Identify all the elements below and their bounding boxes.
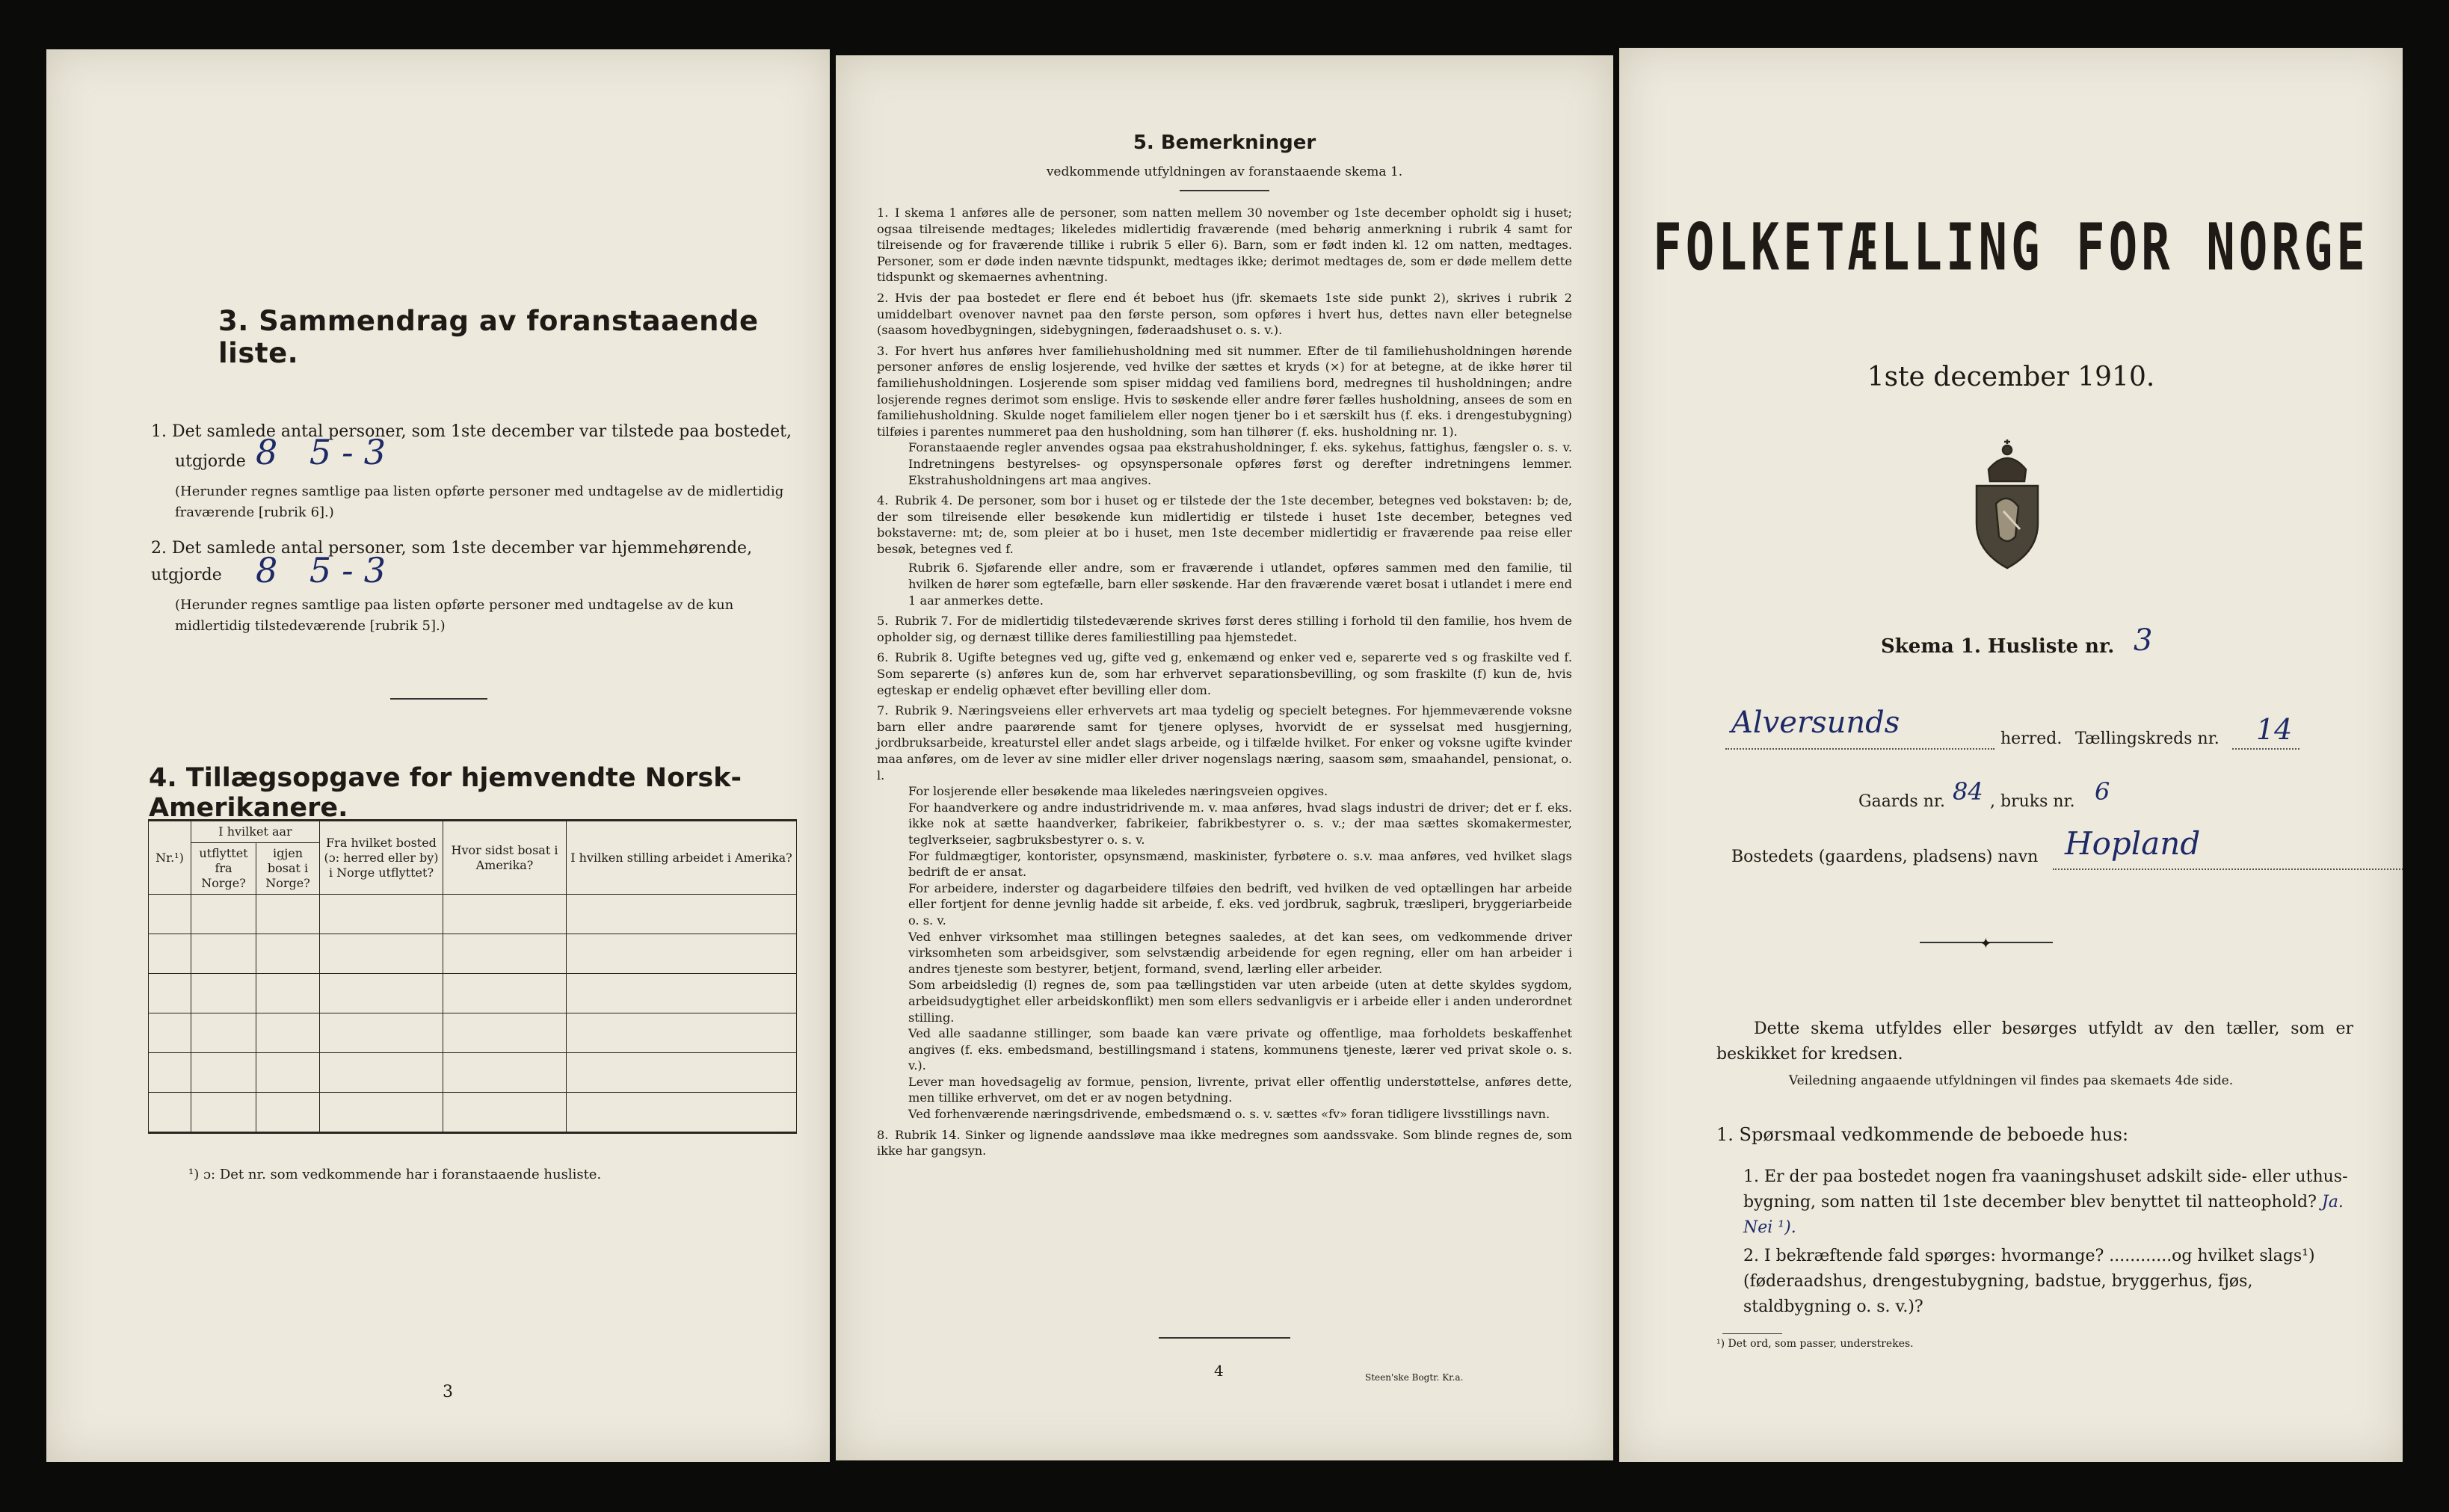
th-i-hvilket-aar: I hvilket aar <box>191 821 320 843</box>
bruks-label: , bruks nr. <box>1990 792 2075 811</box>
kreds-value: 14 <box>2256 713 2293 746</box>
remark-item: For fuldmægtiger, kontorister, opsynsmænd, maskinister, fyrbøtere o. s.v. maa anføres, ved hvilket slags bedrift de er ansat. <box>908 848 1572 880</box>
th-stilling: I hvilken stilling arbeidet i Amerika? <box>567 821 797 895</box>
q1-1-answer: Ja. Nei ¹). <box>1743 1193 2344 1237</box>
dotted-line <box>2232 748 2299 750</box>
remark-item: 4. Rubrik 4. De personer, som bor i huset og er tilstede der the 1ste december, betegnes ved bokstaven: b; de, der som tilreisende eller besøkende kun midlertidig er tilstede i huset 1ste december, betegnes ved bokstaverne: mt; de, som pleier at bo i huset, men 1ste december midlertidig er fraværende paa reise eller besøk, betegnes ved f. <box>877 493 1572 556</box>
coat-of-arms-icon <box>1966 439 2048 571</box>
remark-item: 3. For hvert hus anføres hver familiehusholdning med sit nummer. Efter de til familiehusholdningen hørende personer anføres de enslig losjerende, ved hvilke der sættes et kryds (×) for at betegne, at de ikke hører til familiehusholdningen. Losjerende som spiser middag ved familiens bord, medregnes til husholdningen; andre losjerende regnes derimot som enslige. Hvis to søskende eller andre fører fælles husholdning, ansees de som en familiehusholdning. Skulde noget familielem eller nogen tjener bo i et særskilt hus (f. eks. i drengestubygning) tilføies i parentes nummeret paa den husholdning, som han tilhører (f. eks. husholdning nr. 1). <box>877 343 1572 439</box>
table-row <box>149 974 797 1013</box>
table-row <box>149 1093 797 1133</box>
remark-item: 5. Rubrik 7. For de midlertidig tilstedeværende skrives først deres stilling i forhold til den familie, hos hvem de opholder sig, og dernæst tillike deres familiestilling paa hjemstedet. <box>877 614 1572 644</box>
kreds-label: Tællingskreds nr. <box>2075 729 2219 748</box>
remark-item: For haandverkere og andre industridrivende m. v. maa anføres, hvad slags industri de driver; det er f. eks. ikke nok at sætte haandverker, fabrikeier, fabrikbestyrer o. s. v.; der maa sættes skomakermester, teglverkseier, sagbruksbestyrer o. s. v. <box>908 800 1572 847</box>
remark-item: Ved enhver virksomhet maa stillingen betegnes saaledes, at det kan sees, om vedkommende driver virksomheten som arbeidsgiver, som selvstændig arbeidende for egen regning, eller om han arbeider i andres tjeneste som bestyrer, betjent, formand, svend, lærling eller arbeider. <box>908 929 1572 976</box>
question-2-text: 2. Det samlede antal personer, som 1ste december var hjemmehørende, utgjorde <box>151 539 753 584</box>
divider <box>390 698 487 700</box>
footnote: ¹) Det ord, som passer, understrekes. <box>1716 1338 1914 1350</box>
remark-item: Ved alle saadanne stillinger, som baade kan være private og offentlige, maa forholdets beskaffenhet angives (f. eks. embedsmand, bestillingsmand i statens, kommunens tjeneste, lærer ved privat skole o. s. v.). <box>908 1026 1572 1073</box>
remark-item: For arbeidere, inderster og dagarbeidere tilføies den bedrift, ved hvilken de ved optællingen har arbeide eller fortjent for denne jevnlig hadde sit arbeide, f. eks. ved jordbruk, sagbruk, træsliperi, bryggeriarbeide o. s. v. <box>908 880 1572 928</box>
remark-item: Som arbeidsledig (l) regnes de, som paa tællingstiden var uten arbeide (uten at dette skyldes sygdom, arbeidsudygtighet eller arbeidskonflikt) men som ellers sedvanligvis er i arbeide eller i anden underordnet stilling. <box>908 978 1572 1025</box>
remarks-list <box>877 205 1572 1159</box>
page-left <box>46 49 830 1462</box>
remark-item: 6. Rubrik 8. Ugifte betegnes ved ug, gifte ved g, enkemænd og enker ved e, separerte ved s og fraskilte ved f. Som separerte (s) anføres kun de, som har erhvervet separationsbevilling, og som fraskilte (f) kun de, hvis egteskap er endelig ophævet efter bevilling eller dom. <box>877 650 1572 697</box>
remark-item: 1. I skema 1 anføres alle de personer, som natten mellem 30 november og 1ste december opholdt sig i huset; ogsaa tilreisende medtages; likeledes midlertidig fraværende (med behørig anmerkning i rubrik 4 samt for tilreisende og for fraværende tillike i rubrik 5 eller 6). Barn, som er født inden kl. 12 om natten, medtages. Personer, som er døde inden nævnte tidspunkt, medtages ikke; derimot medtages de, som er døde mellem dette tidspunkt og skemaernes avhentning. <box>877 206 1572 285</box>
page-middle <box>836 55 1613 1460</box>
question-1-note: (Herunder regnes samtlige paa listen opførte personer med undtagelse av de midlertidig fraværende [rubrik 6].) <box>175 484 784 520</box>
th-nr: Nr.¹) <box>149 821 191 895</box>
remark-item: Lever man hovedsagelig av formue, pension, livrente, privat eller offentlig understøttelse, anføres dette, men tillike erhvervet, om det er av nogen betydning. <box>908 1074 1572 1105</box>
table-row <box>149 1013 797 1053</box>
remark-item: For losjerende eller besøkende maa likeledes næringsveien opgives. <box>908 784 1328 799</box>
divider <box>1180 190 1269 191</box>
question-2-value: 8 5-3 <box>256 550 396 590</box>
herred-label: herred. <box>2000 729 2063 748</box>
census-title: FOLKETÆLLING FOR NORGE <box>1653 211 2369 286</box>
page-number: 3 <box>443 1383 453 1401</box>
herred-value: Alversunds <box>1731 706 1900 740</box>
q1-1-text: 1. Er der paa bostedet nogen fra vaaningshuset adskilt side- eller uthus-bygning, som natten til 1ste december blev benyttet til natteophold? Ja. Nei ¹). <box>1743 1167 2348 1237</box>
table-row <box>149 1053 797 1093</box>
ornament-icon: ✦ <box>1980 934 1992 952</box>
skema-label: Skema 1. Husliste nr. <box>1881 635 2115 658</box>
remark-item: Ved forhenværende næringsdrivende, embedsmænd o. s. v. sættes «fv» foran tidligere livsstillings navn. <box>908 1107 1550 1122</box>
dotted-line <box>1725 748 1994 750</box>
th-utflyttet: utflyttet fra Norge? <box>191 843 256 895</box>
remark-item: 2. Hvis der paa bostedet er flere end ét beboet hus (jfr. skemaets 1ste side punkt 2), skrives i rubrik 2 umiddelbart ovenover navnet paa den første person, som opføres i hvert hus, dettes navn eller betegnelse (saasom hovedbygningen, sidebygningen, føderaadshuset o. s. v.). <box>877 290 1572 338</box>
table-row <box>149 934 797 974</box>
q1-2-text: 2. I bekræftende fald spørges: hvormange? ............og hvilket slags¹) (føderaadshus, drengestubygning, badstue, bryggerhus, fjøs, staldbygning o. s. v.)? <box>1743 1247 2315 1316</box>
gaards-label: Gaards nr. <box>1858 792 1945 811</box>
bosted-label: Bostedets (gaardens, pladsens) navn <box>1731 848 2039 866</box>
page-right <box>1619 48 2403 1462</box>
remark-item: 8. Rubrik 14. Sinker og lignende aandssløve maa ikke medregnes som aandssvake. Som blinde regnes de, som ikke har gangsyn. <box>877 1127 1572 1158</box>
fill-note: Dette skema utfyldes eller besørges utfyldt av den tæller, som er beskikket for kredsen. <box>1716 1019 2353 1064</box>
th-hvor-sidst-bosat: Hvor sidst bosat i Amerika? <box>443 821 567 895</box>
section-5-title: 5. Bemerkninger <box>1133 132 1316 154</box>
divider <box>1159 1337 1290 1339</box>
question-1-utgjorde: utgjorde <box>175 452 246 471</box>
remark-item: 7. Rubrik 9. Næringsveiens eller erhvervets art maa tydelig og specielt betegnes. For hjemmeværende voksne barn eller andre paarørende samt for tjenere oplyses, hvorvidt de er sysselsat med husgjerning, jordbruksarbeide, kreaturstel eller andet slags arbeide, og i tilfælde hvilket. For enker og voksne ugifte kvinder maa anføres, om de lever av sine midler eller driver nogenslags næring, saasom søm, smaahandel, pensionat, o. l. <box>877 703 1572 783</box>
section-5-subtitle: vedkommende utfyldningen av foranstaaende skema 1. <box>1046 164 1403 179</box>
table-footnote: ¹) ɔ: Det nr. som vedkommende har i foranstaaende husliste. <box>188 1167 602 1182</box>
q1-heading: 1. Spørsmaal vedkommende de beboede hus: <box>1716 1124 2129 1145</box>
th-fra-hvilket-bosted: Fra hvilket bosted (ɔ: herred eller by) i Norge utflyttet? <box>320 821 443 895</box>
section-3-title: 3. Sammendrag av foranstaaende liste. <box>218 305 759 369</box>
printer-imprint: Steen'ske Bogtr. Kr.a. <box>1365 1372 1464 1383</box>
th-igjen: igjen bosat i Norge? <box>256 843 320 895</box>
remark-item: Foranstaaende regler anvendes ogsaa paa ekstrahusholdninger, f. eks. sykehus, fattighus, fængsler o. s. v. Indretningens bestyrelses- og opsynspersonale opføres først og derefter indretningens lemmer. Ekstrahusholdningens art maa angives. <box>908 440 1572 487</box>
remark-item: Rubrik 6. Sjøfarende eller andre, som er fraværende i utlandet, opføres sammen med den familie, til hvilken de hører som egtefælle, barn eller søskende. Har den fraværende været bosat i utlandet i mere end 1 aar anmerkes dette. <box>908 561 1572 608</box>
norsk-amerikanere-table <box>148 819 797 1134</box>
dotted-line <box>2053 868 2403 870</box>
divider <box>1722 1333 1782 1334</box>
question-1-text: 1. Det samlede antal personer, som 1ste december var tilstede paa bostedet, <box>151 422 792 441</box>
table-row <box>149 895 797 934</box>
page-number: 4 <box>1214 1362 1224 1380</box>
question-2-note: (Herunder regnes samtlige paa listen opførte personer med undtagelse av de kun midlertidig tilstedeværende [rubrik 5].) <box>175 597 734 634</box>
census-date: 1ste december 1910. <box>1867 362 2155 392</box>
guidance-note: Veiledning angaaende utfyldningen vil findes paa skemaets 4de side. <box>1788 1073 2234 1088</box>
bosted-value: Hopland <box>2065 825 2201 862</box>
gaards-value: 84 <box>1953 777 1983 806</box>
section-4-title: 4. Tillægsopgave for hjemvendte Norsk-Amerikanere. <box>149 763 742 823</box>
question-1-value: 8 5-3 <box>256 432 396 472</box>
husliste-number: 3 <box>2134 623 2153 658</box>
bruks-value: 6 <box>2095 777 2110 806</box>
